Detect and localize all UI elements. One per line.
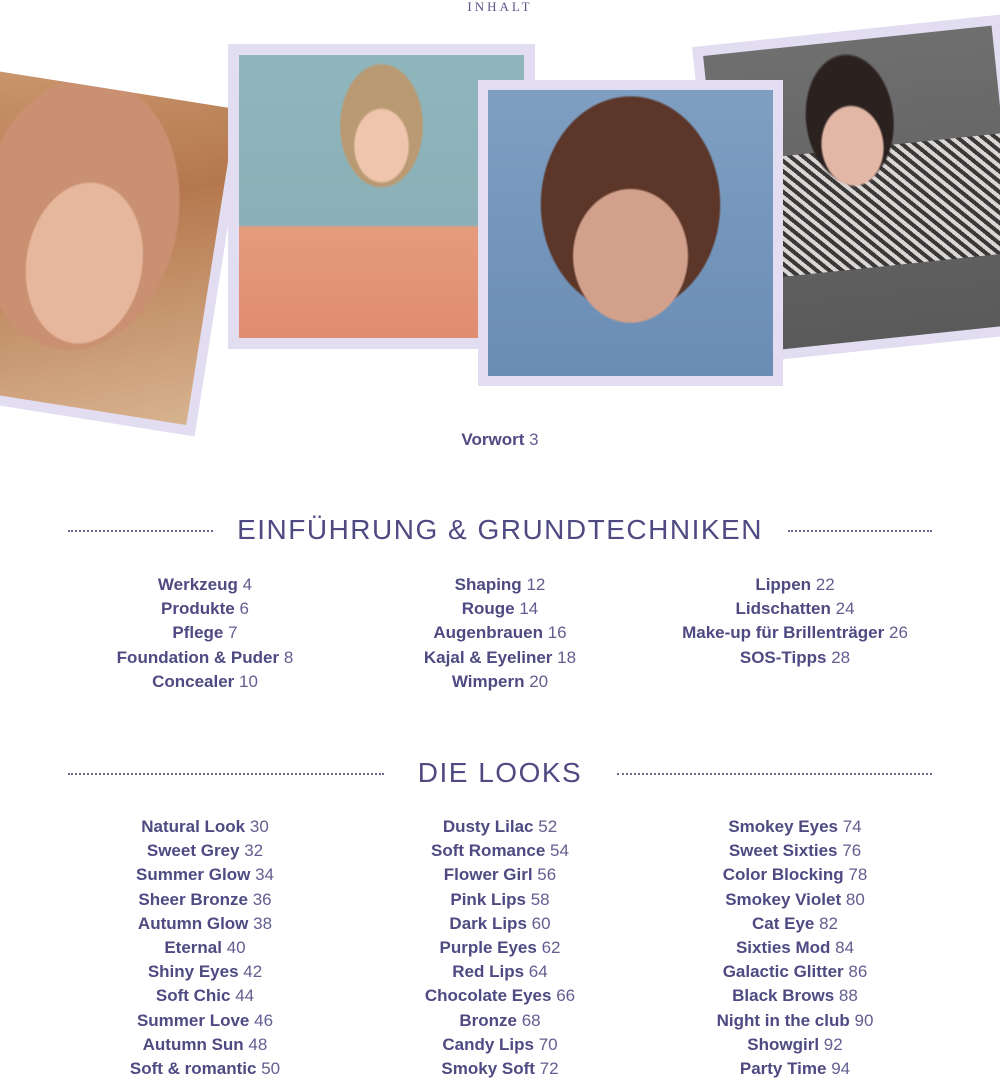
toc-entry[interactable] [55, 984, 355, 1008]
entry-name: Soft Romance [431, 841, 546, 861]
entry-name: Night in the club [716, 1010, 850, 1030]
toc-entry[interactable] [350, 1033, 650, 1057]
toc-entry[interactable] [645, 912, 945, 936]
toc-entry[interactable] [350, 936, 650, 960]
entry-name: SOS-Tipps [739, 647, 827, 667]
entry-name: Sixties Mod [735, 938, 831, 958]
entry-page: 76 [842, 841, 862, 861]
entry-name: Soft & romantic [129, 1059, 257, 1079]
entry-page: 4 [242, 575, 253, 594]
toc-column [645, 573, 945, 670]
entry-page: 36 [252, 889, 272, 909]
entry-page: 46 [254, 1010, 274, 1030]
toc-entry[interactable] [645, 984, 945, 1008]
toc-entry[interactable] [645, 621, 945, 645]
toc-entry[interactable] [350, 863, 650, 887]
entry-page: 28 [831, 647, 851, 667]
toc-entry[interactable] [350, 597, 650, 621]
entry-name: Sweet Grey [146, 841, 240, 861]
entry-page: 56 [537, 865, 557, 885]
entry-name: Party Time [739, 1059, 827, 1079]
entry-page: 42 [243, 962, 263, 982]
toc-entry[interactable] [350, 573, 650, 597]
toc-entry[interactable] [645, 888, 945, 912]
toc-entry[interactable] [55, 573, 355, 597]
entry-name: Lidschatten [735, 599, 831, 619]
toc-entry[interactable] [55, 621, 355, 645]
photo-model-3 [478, 80, 783, 386]
entry-page: 10 [239, 671, 258, 691]
dotted-rule [788, 530, 932, 532]
toc-entry[interactable] [55, 912, 355, 936]
entry-page: 82 [819, 913, 839, 933]
toc-column [350, 573, 650, 694]
entry-page: 66 [556, 986, 576, 1006]
entry-name: Cat Eye [751, 913, 815, 933]
entry-name: Smoky Soft [441, 1059, 535, 1079]
entry-page: 90 [854, 1010, 874, 1030]
toc-entry[interactable] [55, 936, 355, 960]
entry-name: Foundation & Puder [116, 647, 280, 667]
entry-page: 24 [835, 599, 855, 619]
entry-page: 40 [226, 938, 246, 958]
entry-name: Autumn Sun [142, 1034, 244, 1054]
toc-entry[interactable] [55, 597, 355, 621]
toc-entry[interactable] [350, 912, 650, 936]
toc-entry[interactable] [645, 839, 945, 863]
entry-name: Galactic Glitter [722, 962, 844, 982]
toc-entry[interactable] [350, 839, 650, 863]
entry-name: Produkte [161, 599, 235, 619]
entry-name: Smokey Violet [725, 889, 842, 909]
page-title: INHALT [467, 0, 533, 14]
entry-name: Pink Lips [450, 889, 526, 909]
entry-name: Rouge [461, 599, 515, 619]
toc-entry-preface[interactable] [0, 428, 1000, 452]
entry-page: 34 [255, 865, 274, 885]
entry-page: 30 [249, 817, 269, 836]
entry-page: 80 [845, 889, 865, 909]
toc-entry[interactable] [645, 936, 945, 960]
toc-column [55, 815, 355, 1081]
entry-name: Shiny Eyes [147, 962, 239, 982]
toc-entry[interactable] [55, 863, 355, 887]
toc-entry[interactable] [55, 1033, 355, 1057]
toc-entry[interactable] [55, 670, 355, 694]
entry-page: 68 [521, 1010, 541, 1030]
entry-name: Vorwort [461, 430, 525, 449]
entry-name: Showgirl [747, 1034, 820, 1054]
toc-entry[interactable] [645, 1033, 945, 1057]
entry-page: 88 [838, 986, 858, 1006]
entry-name: Black Brows [732, 986, 835, 1006]
entry-name: Dark Lips [449, 913, 527, 933]
entry-page: 12 [526, 575, 546, 594]
toc-entry[interactable] [645, 573, 945, 597]
entry-page: 14 [519, 599, 539, 619]
entry-name: Augenbrauen [433, 623, 543, 643]
toc-entry[interactable] [645, 960, 945, 984]
toc-entry[interactable] [55, 1057, 355, 1081]
entry-page: 32 [244, 841, 264, 861]
entry-page: 8 [283, 647, 294, 667]
entry-page: 54 [550, 841, 569, 861]
entry-page: 20 [529, 671, 549, 691]
entry-name: Bronze [459, 1010, 517, 1030]
entry-page: 86 [848, 962, 868, 982]
entry-name: Summer Glow [136, 865, 251, 885]
entry-name: Red Lips [452, 962, 525, 982]
entry-name: Candy Lips [442, 1034, 534, 1054]
entry-name: Dusty Lilac [442, 817, 534, 836]
toc-entry[interactable] [55, 960, 355, 984]
toc-entry[interactable] [350, 621, 650, 645]
entry-name: Sheer Bronze [138, 889, 248, 909]
entry-page: 22 [815, 575, 835, 594]
toc-entry[interactable] [55, 839, 355, 863]
entry-name: Summer Love [136, 1010, 250, 1030]
toc-entry[interactable] [55, 1009, 355, 1033]
entry-page: 92 [823, 1034, 843, 1054]
entry-page: 58 [530, 889, 550, 909]
entry-page: 70 [538, 1034, 558, 1054]
entry-name: Smokey Eyes [728, 817, 838, 836]
toc-entry[interactable] [645, 815, 945, 839]
entry-page: 60 [531, 913, 551, 933]
section-title: DIE LOOKS [417, 757, 583, 788]
entry-page: 48 [248, 1034, 268, 1054]
entry-name: Autumn Glow [137, 913, 249, 933]
entry-name: Eternal [164, 938, 222, 958]
entry-page: 84 [835, 938, 855, 958]
toc-entry[interactable] [350, 888, 650, 912]
entry-name: Natural Look [141, 817, 246, 836]
entry-name: Color Blocking [722, 865, 844, 885]
section-title: EINFÜHRUNG & GRUNDTECHNIKEN [237, 514, 763, 545]
entry-name: Flower Girl [443, 865, 533, 885]
entry-name: Make-up für Brillenträger [682, 623, 885, 643]
entry-page: 18 [557, 647, 577, 667]
toc-column [645, 815, 945, 1081]
entry-name: Concealer [152, 671, 235, 691]
toc-entry[interactable] [350, 646, 650, 670]
toc-entry[interactable] [645, 1057, 945, 1081]
entry-page: 72 [539, 1059, 559, 1079]
toc-entry[interactable] [350, 670, 650, 694]
entry-name: Chocolate Eyes [424, 986, 552, 1006]
photo-model-1 [0, 70, 246, 437]
entry-name: Lippen [755, 575, 812, 594]
entry-page: 16 [547, 623, 567, 643]
toc-entry[interactable] [55, 888, 355, 912]
entry-page: 50 [261, 1059, 281, 1079]
toc-entry[interactable] [350, 960, 650, 984]
entry-name: Wimpern [451, 671, 525, 691]
toc-entry[interactable] [350, 1009, 650, 1033]
toc-entry[interactable] [645, 863, 945, 887]
entry-name: Soft Chic [155, 986, 231, 1006]
toc-entry[interactable] [350, 815, 650, 839]
toc-entry[interactable] [350, 1057, 650, 1081]
section-heading-looks [0, 755, 1000, 791]
entry-page: 74 [842, 817, 862, 836]
toc-entry[interactable] [645, 597, 945, 621]
toc-entry[interactable] [645, 1009, 945, 1033]
entry-page: 7 [228, 623, 238, 643]
entry-page: 44 [235, 986, 255, 1006]
entry-page: 94 [831, 1059, 851, 1079]
toc-entry[interactable] [645, 646, 945, 670]
entry-page: 38 [253, 913, 273, 933]
entry-name: Purple Eyes [439, 938, 537, 958]
entry-name: Sweet Sixties [728, 841, 838, 861]
section-heading-basics [0, 512, 1000, 548]
entry-page: 64 [528, 962, 548, 982]
toc-column [350, 815, 650, 1081]
toc-column [55, 573, 355, 694]
entry-page: 26 [888, 623, 908, 643]
entry-page: 62 [541, 938, 561, 958]
entry-name: Werkzeug [157, 575, 238, 594]
entry-page: 3 [529, 430, 539, 449]
entry-page: 78 [848, 865, 868, 885]
entry-page: 6 [239, 599, 249, 619]
entry-name: Kajal & Eyeliner [423, 647, 553, 667]
entry-page: 52 [538, 817, 558, 836]
toc-entry[interactable] [350, 984, 650, 1008]
entry-name: Shaping [454, 575, 522, 594]
toc-entry[interactable] [55, 646, 355, 670]
toc-entry[interactable] [55, 815, 355, 839]
entry-name: Pflege [172, 623, 224, 643]
dotted-rule [617, 773, 932, 775]
